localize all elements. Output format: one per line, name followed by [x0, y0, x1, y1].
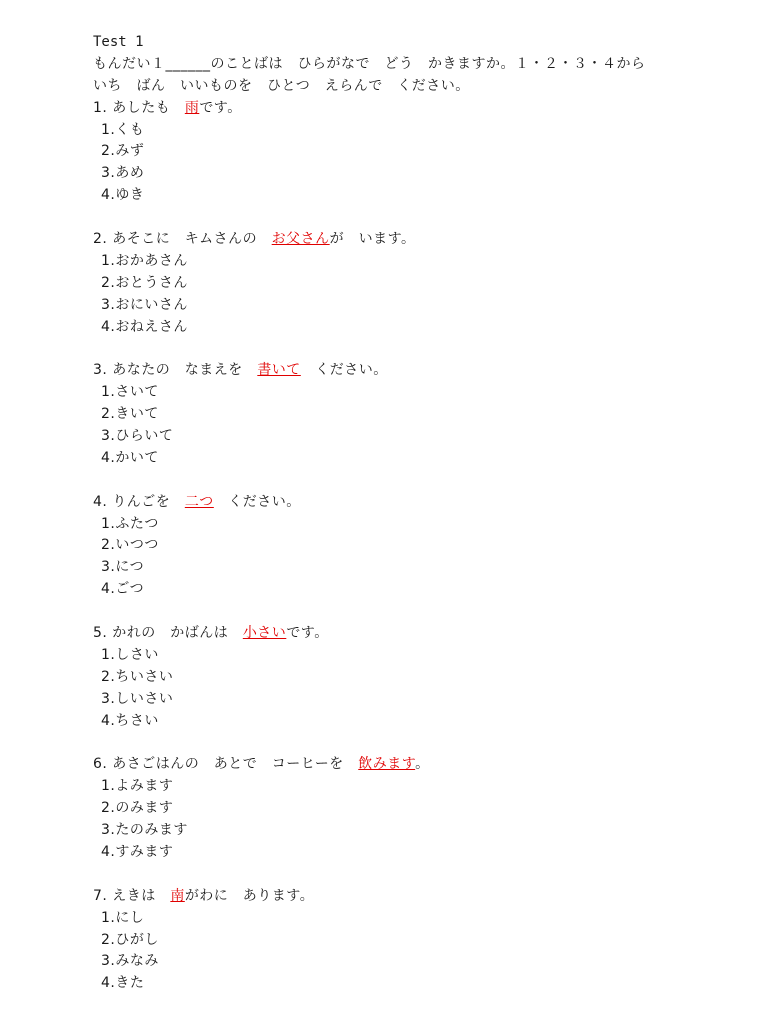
- answer-option-2: 2.のみます: [101, 800, 174, 817]
- question-stem: [93, 886, 768, 908]
- answer-option-1: 1.くも: [101, 121, 145, 138]
- question-text-after: ください。: [300, 362, 388, 379]
- answer-option-2: 2.ちいさい: [101, 668, 174, 685]
- answer-option-3: 3.おにいさん: [101, 296, 188, 313]
- question-text-before: 7. えきは: [93, 887, 171, 904]
- answer-option-2: 2.みず: [101, 143, 145, 160]
- answer-option-3: 3.しいさい: [101, 690, 174, 707]
- answer-option-4: 4.かいて: [101, 449, 159, 466]
- question-text-before: 2. あそこに キムさんの: [93, 231, 272, 248]
- answer-option-4: 4.ゆき: [101, 187, 145, 204]
- question-text-after: が います。: [329, 231, 416, 248]
- answer-option-1: 1.ふたつ: [101, 515, 159, 532]
- question-text-before: 6. あさごはんの あとで コーヒーを: [93, 756, 359, 773]
- question-stem: [93, 754, 768, 776]
- answer-option-3: 3.につ: [101, 559, 145, 576]
- underlined-target-word: 書いて: [257, 362, 301, 379]
- spacer: [93, 470, 768, 492]
- answer-option-2: 2.ひがし: [101, 931, 159, 948]
- question-text-after: です。: [286, 625, 329, 642]
- answer-option-1: 1.さいて: [101, 384, 159, 401]
- answer-option-3: 3.あめ: [101, 165, 145, 182]
- question-text-before: 3. あなたの なまえを: [93, 362, 258, 379]
- question-text-after: ください。: [213, 493, 301, 510]
- answer-option-3: 3.みなみ: [101, 953, 159, 970]
- spacer: [93, 601, 768, 623]
- document-title: Test 1: [93, 34, 144, 50]
- instruction-line-2: いち ばん いいものを ひとつ えらんで ください。: [93, 77, 470, 94]
- spacer: [93, 864, 768, 886]
- answer-option-3: 3.たのみます: [101, 822, 188, 839]
- underlined-target-word: 南: [170, 887, 185, 904]
- underlined-target-word: 二つ: [184, 493, 214, 510]
- answer-option-1: 1.にし: [101, 909, 145, 926]
- question-stem: [93, 623, 768, 645]
- answer-option-4: 4.ちさい: [101, 712, 159, 729]
- question-text-after: です。: [199, 99, 242, 116]
- question-5: [93, 623, 768, 732]
- question-stem: [93, 229, 768, 251]
- question-text-before: 1. あしたも: [93, 99, 185, 116]
- answer-option-1: 1.よみます: [101, 778, 174, 795]
- answer-option-2: 2.おとうさん: [101, 274, 188, 291]
- question-3: [93, 360, 768, 469]
- answer-option-2: 2.いつつ: [101, 537, 159, 554]
- question-text-after: 。: [415, 756, 430, 773]
- answer-option-4: 4.きた: [101, 975, 145, 992]
- answer-option-4: 4.すみます: [101, 843, 174, 860]
- answer-option-1: 1.しさい: [101, 646, 159, 663]
- answer-option-1: 1.おかあさん: [101, 252, 188, 269]
- question-4: [93, 492, 768, 601]
- underlined-target-word: 小さい: [242, 625, 287, 642]
- underlined-target-word: お父さん: [271, 231, 330, 248]
- instruction-line-1: もんだい１______のことばは ひらがなで どう かきますか。１・２・３・４から: [93, 55, 646, 72]
- answer-option-4: 4.おねえさん: [101, 318, 188, 335]
- question-stem: [93, 360, 768, 382]
- answer-option-3: 3.ひらいて: [101, 428, 174, 445]
- question-7: [93, 886, 768, 995]
- underlined-target-word: 雨: [184, 99, 200, 116]
- answer-option-2: 2.きいて: [101, 406, 159, 423]
- question-text-before: 4. りんごを: [93, 493, 185, 510]
- question-text-before: 5. かれの かばんは: [93, 625, 243, 642]
- question-1: [93, 98, 768, 207]
- spacer: [93, 733, 768, 755]
- underlined-target-word: 飲みます: [358, 756, 416, 773]
- question-2: [93, 229, 768, 338]
- answer-option-4: 4.ごつ: [101, 581, 145, 598]
- question-stem: [93, 492, 768, 514]
- spacer: [93, 338, 768, 360]
- question-text-after: がわに あります。: [184, 887, 315, 904]
- question-stem: [93, 98, 768, 120]
- question-6: [93, 754, 768, 863]
- spacer: [93, 207, 768, 229]
